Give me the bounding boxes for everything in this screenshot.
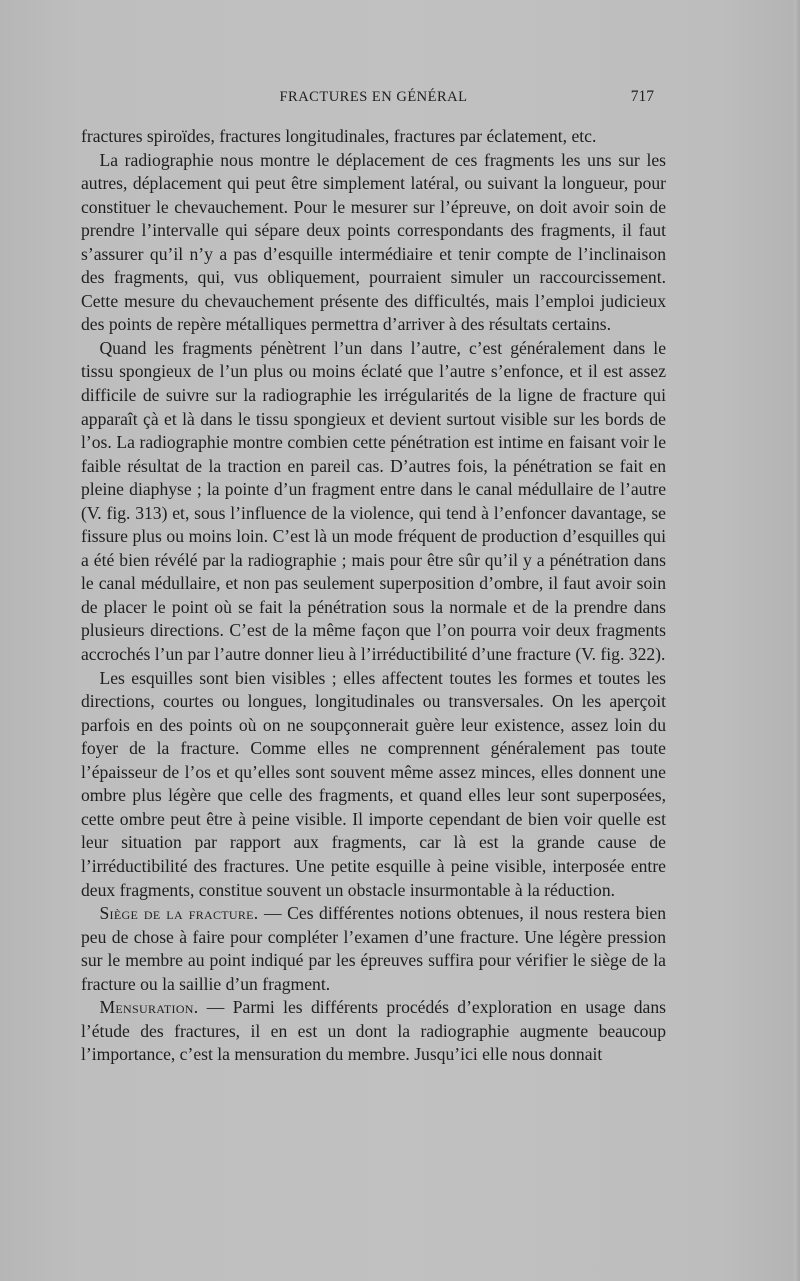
paragraph-4: Les esquilles sont bien visibles ; elles affectent toutes les formes et toutes les directions, courtes ou longues, longitudinales ou transversales. On les aperçoit parfois en des points où on ne soupçonnerait guère leur existence, assez loin du foyer de la fracture. Comme elles ne comprennent généralement pas toute l’épaisseur de l’os et qu’elles sont souvent même assez minces, elles donnent une ombre plus légère que celle des fragments, et quand elles leur sont superposées, cette ombre peut être à peine visible. Il importe cependant de bien voir quelle est leur situation par rapport aux fragments, car là est la grande cause de l’irréductibilité des fractures. Une petite esquille à peine visible, interposée entre deux fragments, constitue souvent un obstacle insurmontable à la réduction. — [81, 667, 666, 900]
paragraph-5-text: — Ces différentes notions obtenues, il nous restera bien peu de chose à faire pour compléter l’examen d’une fracture. Une légère pression sur le membre au point indiqué par les épreuves suffira pour vérifier le siège de la fracture ou la saillie d’un fragment. — [81, 903, 667, 994]
page-edge — [794, 0, 800, 1281]
paragraph-1: fractures spiroïdes, fractures longitudinales, fractures par éclatement, etc. — [81, 126, 597, 146]
body-text — [81, 125, 666, 1067]
paragraph-3: Quand les fragments pénètrent l’un dans l’autre, c’est généralement dans le tissu spongieux de l’un plus ou moins éclaté que l’autre s’enfonce, et il est assez difficile de suivre sur la radiographie les irrégularités de la ligne de fracture qui apparaît çà et là dans le tissu spongieux et devient surtout visible sur les bords de l’os. La radiographie montre combien cette pénétration est intime en faisant voir le faible résultat de la traction en pareil cas. D’autres fois, la pénétration se fait en pleine diaphyse ; la pointe d’un fragment entre dans le canal médullaire de l’autre (V. fig. 313) et, sous l’influence de la violence, qui tend à l’enfoncer davantage, se fissure plus ou moins loin. C’est là un mode fréquent de production d’esquilles qui a été bien révélé par la radiographie ; mais pour être sûr qu’il y a pénétration dans le canal médullaire, et non pas seulement superposition d’ombre, il faut avoir soin de placer le point où se fait la pénétration sous la normale et de la prendre dans plusieurs directions. C’est de la même façon que l’on pourra voir deux fragments accrochés l’un par l’autre donner lieu à l’irréductibilité d’une fracture (V. fig. 322). — [81, 337, 666, 665]
running-title: FRACTURES EN GÉNÉRAL — [279, 89, 468, 105]
page-number: 717 — [630, 88, 654, 105]
paragraph-6-text: — Parmi les différents procédés d’exploration en usage dans l’étude des fractures, il en est un dont la radiographie augmente beaucoup l’importance, c’est la mensuration du membre. Jusqu’ici elle nous donnait — [81, 997, 666, 1065]
paragraph-2: La radiographie nous montre le déplacement de ces fragments les uns sur les autres, déplacement qui peut être simplement latéral, ou suivant la longueur, pour constituer le chevauchement. Pour le mesurer sur l’épreuve, on doit avoir soin de prendre l’intervalle qui sépare deux points correspondants des fragments, il faut s’assurer qu’il n’y a pas d’esquille intermédiaire et tenir compte de l’inclinaison des fragments, qui, vus obliquement, pourraient simuler un raccourcissement. Cette mesure du chevauchement présente des difficultés, mais l’emploi judicieux des points de repère métalliques permettra d’arriver à des résultats certains. — [81, 149, 666, 335]
paragraph-5 — [81, 902, 666, 996]
running-head — [81, 86, 666, 110]
section-heading-mensuration: Mensuration. — [99, 997, 199, 1018]
paragraph-6 — [81, 996, 666, 1067]
section-heading-siege: Siège de la fracture. — [99, 903, 259, 924]
